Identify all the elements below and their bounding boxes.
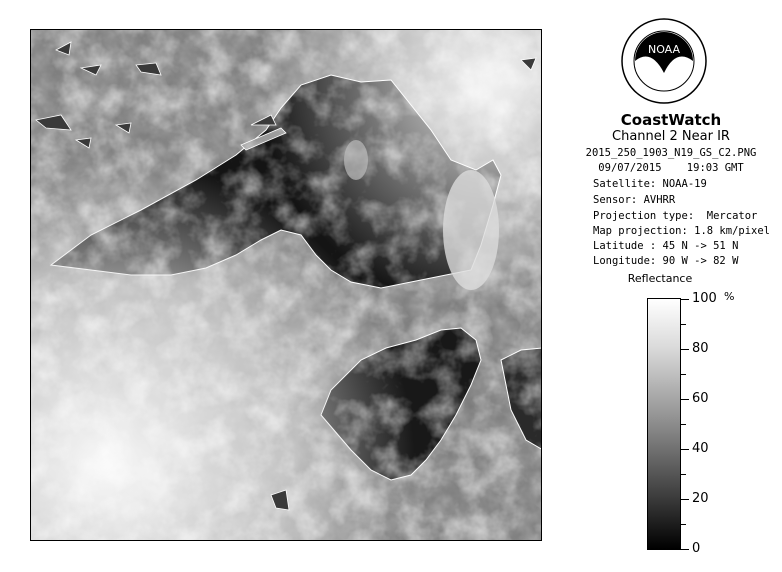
satellite-info: Satellite: NOAA-19 [593, 178, 707, 190]
satellite-image [30, 29, 542, 541]
longitude-range: Longitude: 90 W -> 82 W [593, 255, 739, 267]
map-projection: Map projection: 1.8 km/pixel [593, 225, 771, 237]
latitude-range: Latitude : 45 N -> 51 N [593, 240, 739, 252]
tick-label: 80 [692, 341, 709, 356]
noaa-logo [621, 18, 707, 104]
reflectance-colorbar [647, 298, 681, 550]
tick-label: 20 [692, 491, 709, 506]
channel-label: Channel 2 Near IR [612, 129, 730, 144]
tick-minor [681, 424, 686, 425]
datetime: 09/07/2015 19:03 GMT [598, 162, 744, 174]
tick-major [681, 399, 689, 400]
tick-minor [681, 474, 686, 475]
tick-label: 0 [692, 541, 701, 556]
tick-minor [681, 524, 686, 525]
tick-label: 60 [692, 391, 709, 406]
sensor-info: Sensor: AVHRR [593, 194, 676, 206]
tick-major [681, 499, 689, 500]
tick-major [681, 299, 689, 300]
logo-text: NOAA [647, 43, 681, 56]
tick-minor [681, 374, 686, 375]
tick-minor [681, 324, 686, 325]
tick-label: 100 [692, 291, 717, 306]
cloud-east-superior [443, 170, 499, 290]
filename: 2015_250_1903_N19_GS_C2.PNG [585, 147, 757, 159]
app-title: CoastWatch [620, 111, 722, 129]
projection-type: Projection type: Mercator [593, 210, 758, 222]
tick-label: 40 [692, 441, 709, 456]
satellite-map [31, 30, 542, 541]
cloud-central-superior [344, 140, 368, 180]
scale-title: Reflectance [627, 272, 693, 285]
tick-major [681, 349, 689, 350]
scale-unit: % [724, 290, 735, 303]
tick-major [681, 449, 689, 450]
tick-major [681, 549, 689, 550]
